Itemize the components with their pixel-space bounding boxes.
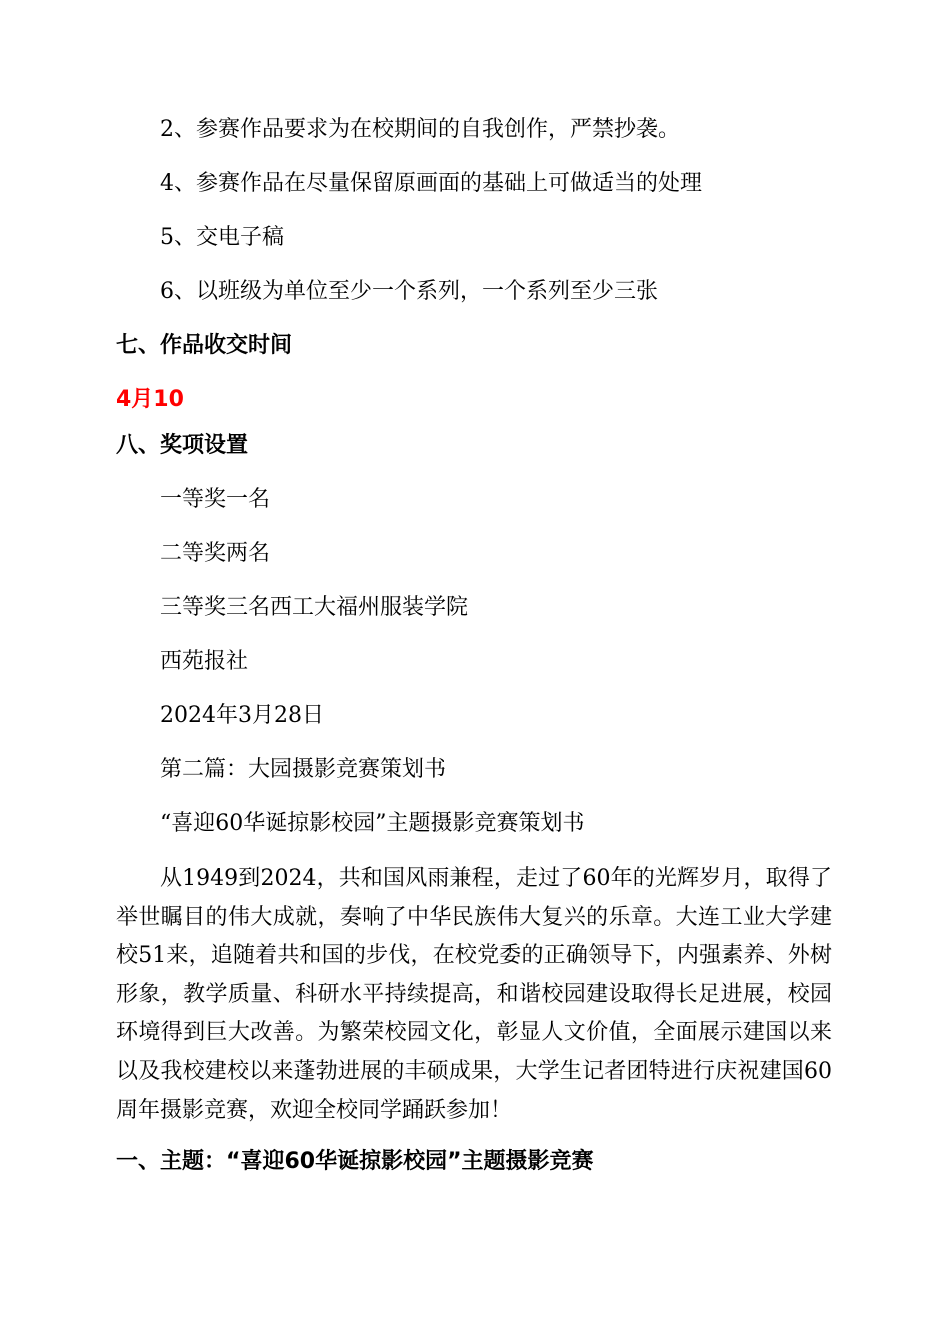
requirement-item-2: 2、参赛作品要求为在校期间的自我创作，严禁抄袭。 xyxy=(160,117,680,142)
award-third: 三等奖三名西工大福州服装学院 xyxy=(160,595,469,620)
part2-subtitle: “喜迎60华诞掠影校园”主题摄影竞赛策划书 xyxy=(160,811,585,836)
signature-date: 2024年3月28日 xyxy=(160,703,324,728)
requirement-item-4: 4、参赛作品在尽量保留原画面的基础上可做适当的处理 xyxy=(160,171,702,196)
requirement-item-6: 6、以班级为单位至少一个系列，一个系列至少三张 xyxy=(160,279,658,304)
award-first: 一等奖一名 xyxy=(160,487,271,512)
theme-heading: 一、主题：“喜迎60华诞掠影校园”主题摄影竞赛 xyxy=(116,1149,594,1174)
award-second: 二等奖两名 xyxy=(160,541,271,566)
requirement-item-5: 5、交电子稿 xyxy=(160,225,284,250)
intro-paragraph: 从1949到2024，共和国风雨兼程，走过了60年的光辉岁月，取得了举世瞩目的伟大成就，奏响了中华民族伟大复兴的乐章。大连工业大学建校51来，追随着共和国的步伐，在校党委的正确领导下，内强素养、外树形象，教学质量、科研水平持续提高，和谐校园建设取得长足进展，校园环境得到巨大改善。为繁荣校园文化，彰显人文价值，全面展示建国以来以及我校建校以来蓬勃进展的丰硕成果，大学生记者团特进行庆祝建国60周年摄影竞赛，欢迎全校同学踊跃参加！ xyxy=(116,866,832,1123)
section-heading-submission-time: 七、作品收交时间 xyxy=(116,333,293,358)
part2-title: 第二篇：大园摄影竞赛策划书 xyxy=(160,757,447,782)
section-heading-awards: 八、奖项设置 xyxy=(116,433,249,458)
submission-date: 4月10 xyxy=(116,387,184,412)
signature-org: 西苑报社 xyxy=(160,649,249,674)
